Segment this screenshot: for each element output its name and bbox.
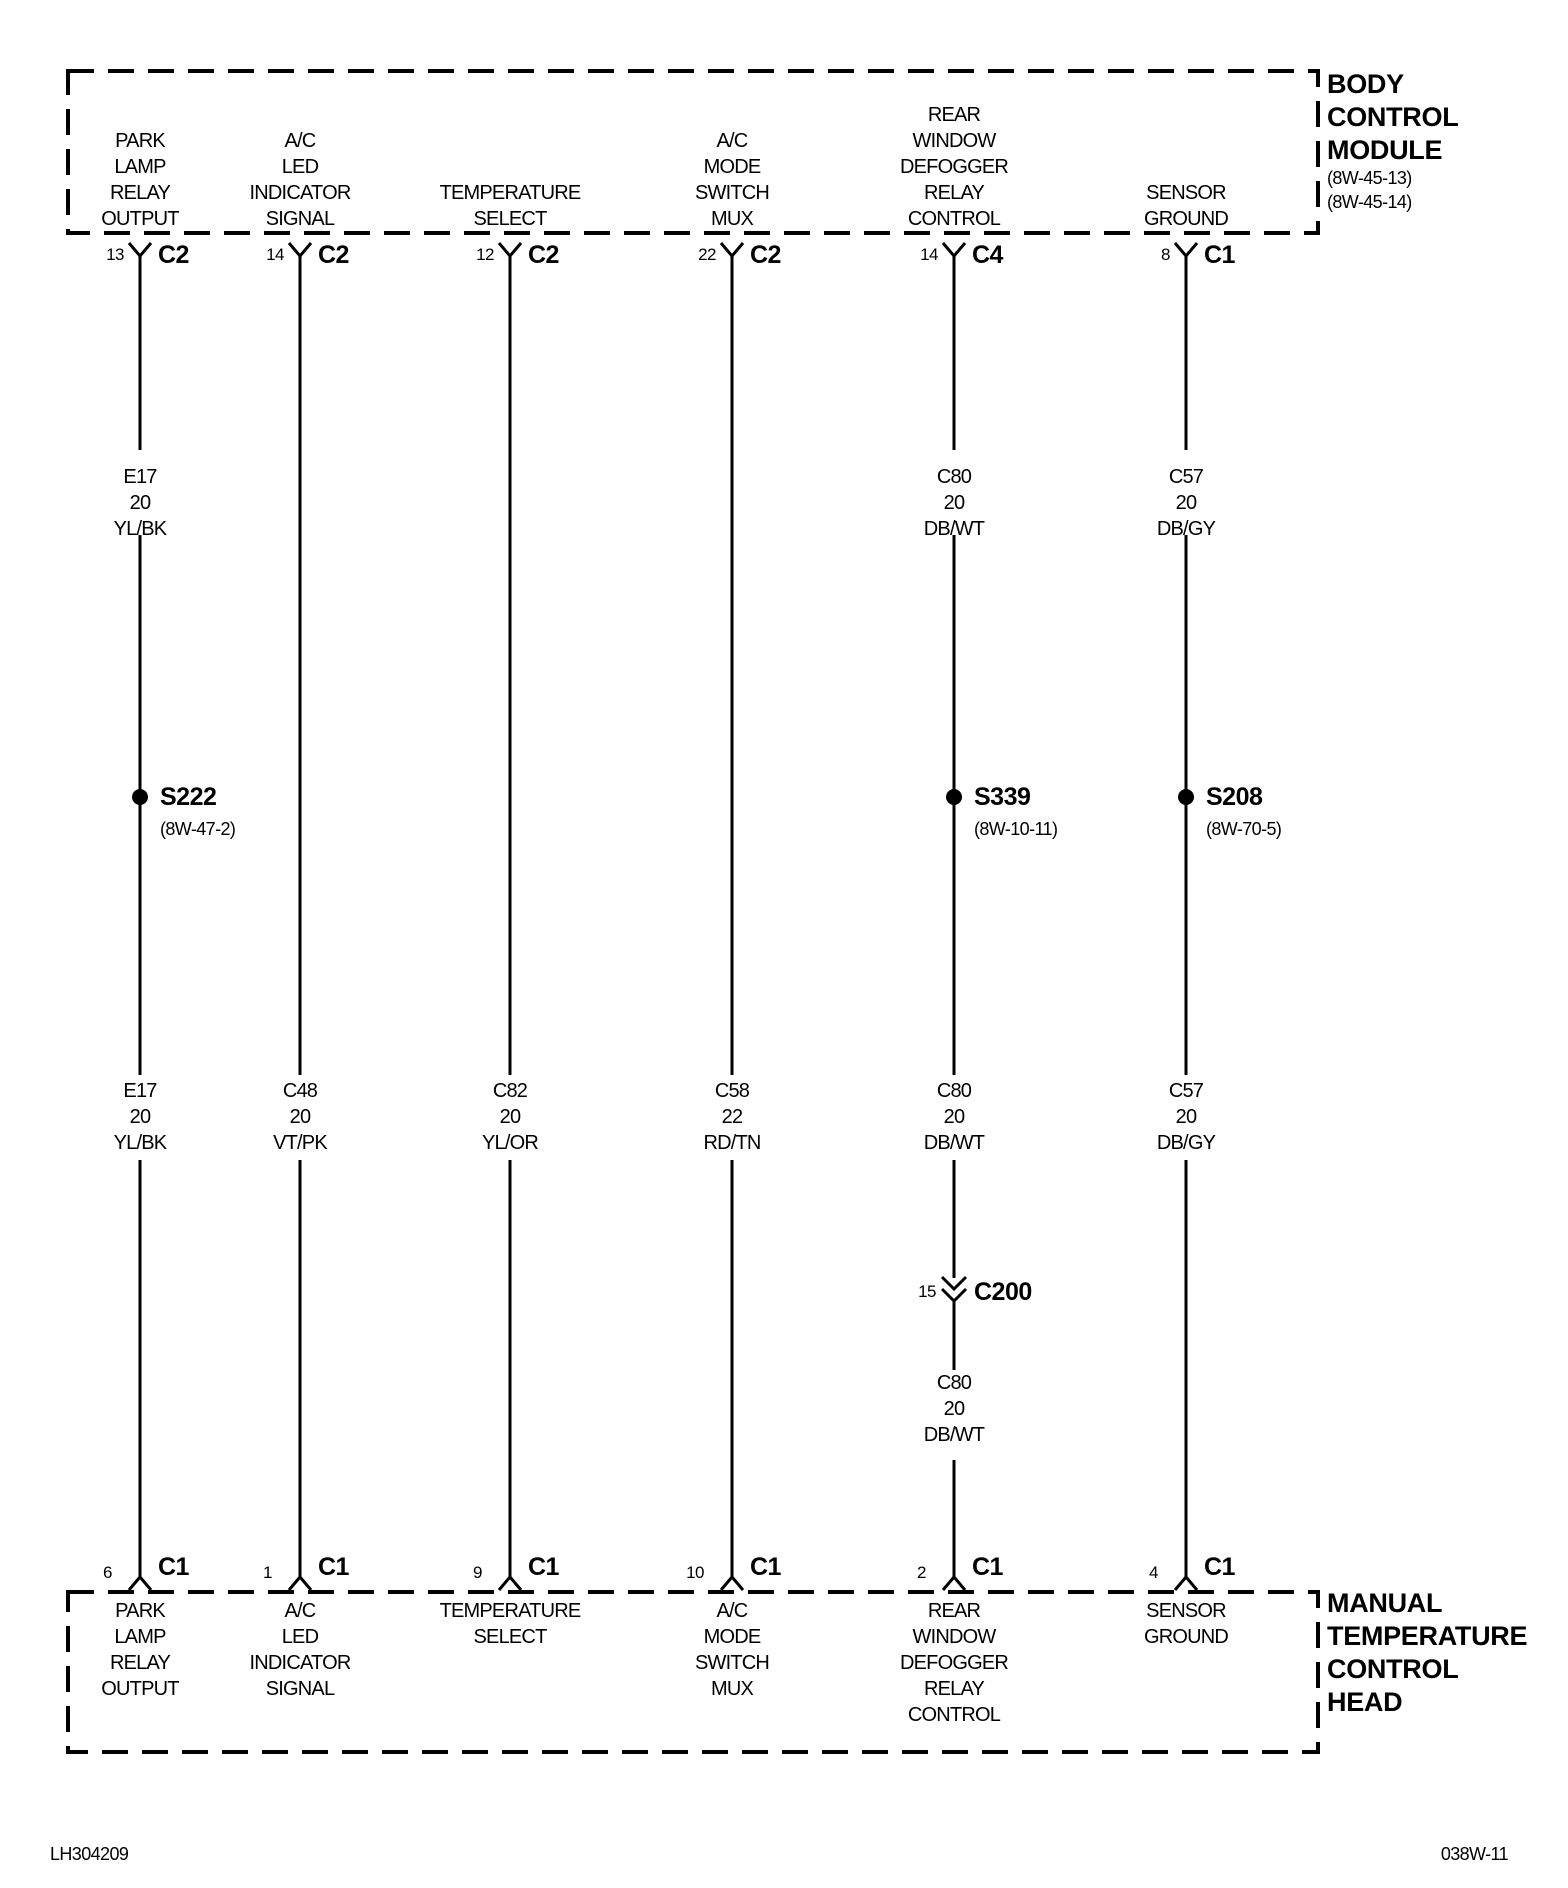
bottom-connector-symbol bbox=[499, 1577, 521, 1590]
bcm-ref: (8W-45-13) bbox=[1327, 168, 1412, 188]
bottom-pin-label: OUTPUT bbox=[101, 1678, 179, 1700]
wire-label: E17 bbox=[123, 466, 157, 488]
wire-label: RD/TN bbox=[703, 1132, 761, 1154]
bottom-connector-symbol bbox=[129, 1577, 151, 1590]
bottom-pin-label: A/C bbox=[284, 1600, 316, 1622]
top-connector-name: C2 bbox=[158, 241, 189, 269]
bcm-title-line: CONTROL bbox=[1327, 102, 1459, 132]
bottom-pin-label: GROUND bbox=[1143, 1626, 1229, 1648]
top-pin-label: DEFOGGER bbox=[899, 156, 1009, 178]
top-connector-symbol bbox=[1175, 243, 1197, 256]
top-pin-label: GROUND bbox=[1143, 208, 1229, 230]
top-connector-symbol bbox=[499, 243, 521, 256]
diagram-id-right: 038W-11 bbox=[1440, 1844, 1508, 1864]
top-pin-label: PARK bbox=[115, 130, 165, 152]
wire-label: VT/PK bbox=[273, 1132, 327, 1154]
top-pin-label: RELAY bbox=[109, 182, 171, 204]
top-pin-number: 8 bbox=[1161, 245, 1170, 264]
wire-label: 20 bbox=[499, 1106, 521, 1128]
top-connector-symbol bbox=[289, 243, 311, 256]
wire-label: C80 bbox=[936, 1080, 972, 1102]
top-pin-label: SELECT bbox=[473, 208, 547, 230]
top-pin-label: TEMPERATURE bbox=[439, 182, 581, 204]
bottom-pin-label: INDICATOR bbox=[249, 1652, 351, 1674]
wire-label: C80 bbox=[936, 1372, 972, 1394]
top-pin-label: OUTPUT bbox=[101, 208, 179, 230]
bottom-pin-number: 2 bbox=[917, 1563, 926, 1582]
top-pin-label: MODE bbox=[703, 156, 761, 178]
top-pin-label: MUX bbox=[710, 208, 754, 230]
bottom-pin-label: SENSOR bbox=[1146, 1600, 1226, 1622]
wire-label: C57 bbox=[1168, 1080, 1204, 1102]
splice-ref: (8W-70-5) bbox=[1206, 819, 1282, 839]
bottom-pin-label: MUX bbox=[710, 1678, 754, 1700]
inline-connector-name: C200 bbox=[974, 1278, 1032, 1306]
body-control-module-box bbox=[68, 71, 1318, 233]
bottom-pin-number: 1 bbox=[263, 1563, 272, 1582]
splice-dot bbox=[1178, 789, 1194, 805]
top-pin-label: SWITCH bbox=[694, 182, 770, 204]
wire-label: 20 bbox=[1175, 492, 1197, 514]
wire-label: 20 bbox=[129, 1106, 151, 1128]
bottom-connector-name: C1 bbox=[1204, 1553, 1235, 1581]
bottom-pin-label: A/C bbox=[716, 1600, 748, 1622]
wire-label: DB/WT bbox=[923, 1424, 985, 1446]
bottom-pin-label: RELAY bbox=[923, 1678, 985, 1700]
wire-label: 20 bbox=[1175, 1106, 1197, 1128]
bottom-connector-name: C1 bbox=[528, 1553, 559, 1581]
bottom-connector-symbol bbox=[943, 1577, 965, 1590]
mtc-title-line: TEMPERATURE bbox=[1327, 1621, 1528, 1651]
splice-ref: (8W-47-2) bbox=[160, 819, 236, 839]
top-connector-name: C2 bbox=[750, 241, 781, 269]
top-pin-number: 14 bbox=[920, 245, 938, 264]
top-pin-label: SIGNAL bbox=[265, 208, 335, 230]
bottom-connector-name: C1 bbox=[318, 1553, 349, 1581]
top-connector-name: C4 bbox=[972, 241, 1003, 269]
inline-pin-number: 15 bbox=[918, 1282, 936, 1301]
bottom-pin-label: SELECT bbox=[473, 1626, 547, 1648]
wire-label: 22 bbox=[721, 1106, 743, 1128]
bottom-pin-label: LAMP bbox=[114, 1626, 166, 1648]
mtc-title-line: HEAD bbox=[1327, 1687, 1403, 1717]
bcm-title-line: BODY bbox=[1327, 69, 1404, 99]
top-pin-label: A/C bbox=[284, 130, 316, 152]
top-pin-label: WINDOW bbox=[912, 130, 996, 152]
bcm-title-line: MODULE bbox=[1327, 135, 1443, 165]
wire-label: YL/BK bbox=[113, 1132, 167, 1154]
top-pin-label: SENSOR bbox=[1146, 182, 1226, 204]
bottom-pin-label: SWITCH bbox=[694, 1652, 770, 1674]
top-pin-label: LAMP bbox=[114, 156, 166, 178]
wire-label: C48 bbox=[282, 1080, 318, 1102]
top-connector-name: C1 bbox=[1204, 241, 1235, 269]
diagram-id-left: LH304209 bbox=[50, 1844, 129, 1864]
bottom-pin-label: MODE bbox=[703, 1626, 761, 1648]
wire-label: DB/GY bbox=[1156, 1132, 1216, 1154]
bottom-pin-label: PARK bbox=[115, 1600, 165, 1622]
top-pin-number: 12 bbox=[476, 245, 494, 264]
top-connector-symbol bbox=[943, 243, 965, 256]
wire-label: 20 bbox=[289, 1106, 311, 1128]
bottom-pin-label: RELAY bbox=[109, 1652, 171, 1674]
splice-name: S222 bbox=[160, 783, 217, 811]
wire-label: YL/OR bbox=[481, 1132, 539, 1154]
inline-connector-symbol bbox=[942, 1277, 966, 1301]
bottom-pin-number: 4 bbox=[1149, 1563, 1158, 1582]
bottom-pin-label: CONTROL bbox=[907, 1704, 1001, 1726]
top-pin-label: LED bbox=[281, 156, 319, 178]
splice-name: S339 bbox=[974, 783, 1031, 811]
bottom-pin-label: LED bbox=[281, 1626, 319, 1648]
mtc-title-line: CONTROL bbox=[1327, 1654, 1459, 1684]
top-connector-symbol bbox=[721, 243, 743, 256]
wire-label: 20 bbox=[943, 1106, 965, 1128]
wire-label: C80 bbox=[936, 466, 972, 488]
top-pin-number: 13 bbox=[106, 245, 124, 264]
wire-label: 20 bbox=[129, 492, 151, 514]
bottom-pin-label: DEFOGGER bbox=[899, 1652, 1009, 1674]
bottom-connector-symbol bbox=[289, 1577, 311, 1590]
mtc-title-line: MANUAL bbox=[1327, 1588, 1443, 1618]
top-pin-label: REAR bbox=[927, 104, 981, 126]
bottom-pin-label: REAR bbox=[927, 1600, 981, 1622]
top-pin-label: CONTROL bbox=[907, 208, 1001, 230]
wire-label: 20 bbox=[943, 1398, 965, 1420]
bottom-pin-label: TEMPERATURE bbox=[439, 1600, 581, 1622]
splice-dot bbox=[132, 789, 148, 805]
bottom-pin-label: WINDOW bbox=[912, 1626, 996, 1648]
bottom-pin-number: 10 bbox=[686, 1563, 704, 1582]
splice-ref: (8W-10-11) bbox=[974, 819, 1058, 839]
bottom-pin-number: 6 bbox=[103, 1563, 112, 1582]
bottom-connector-name: C1 bbox=[158, 1553, 189, 1581]
top-pin-label: RELAY bbox=[923, 182, 985, 204]
top-connector-name: C2 bbox=[528, 241, 559, 269]
bottom-connector-name: C1 bbox=[972, 1553, 1003, 1581]
wire-label: 20 bbox=[943, 492, 965, 514]
splice-dot bbox=[946, 789, 962, 805]
top-pin-label: A/C bbox=[716, 130, 748, 152]
bottom-pin-number: 9 bbox=[473, 1563, 482, 1582]
wire-label: E17 bbox=[123, 1080, 157, 1102]
bottom-connector-symbol bbox=[721, 1577, 743, 1590]
bcm-ref: (8W-45-14) bbox=[1327, 192, 1412, 212]
wire-label: YL/BK bbox=[113, 518, 167, 540]
wire-label: DB/WT bbox=[923, 1132, 985, 1154]
wire-label: DB/WT bbox=[923, 518, 985, 540]
bottom-connector-symbol bbox=[1175, 1577, 1197, 1590]
wire-label: C58 bbox=[714, 1080, 750, 1102]
wire-label: DB/GY bbox=[1156, 518, 1216, 540]
top-connector-name: C2 bbox=[318, 241, 349, 269]
top-pin-label: INDICATOR bbox=[249, 182, 351, 204]
bottom-connector-name: C1 bbox=[750, 1553, 781, 1581]
top-pin-number: 14 bbox=[266, 245, 284, 264]
wire-label: C57 bbox=[1168, 466, 1204, 488]
top-connector-symbol bbox=[129, 243, 151, 256]
top-pin-number: 22 bbox=[698, 245, 716, 264]
wire-label: C82 bbox=[492, 1080, 528, 1102]
splice-name: S208 bbox=[1206, 783, 1263, 811]
bottom-pin-label: SIGNAL bbox=[265, 1678, 335, 1700]
